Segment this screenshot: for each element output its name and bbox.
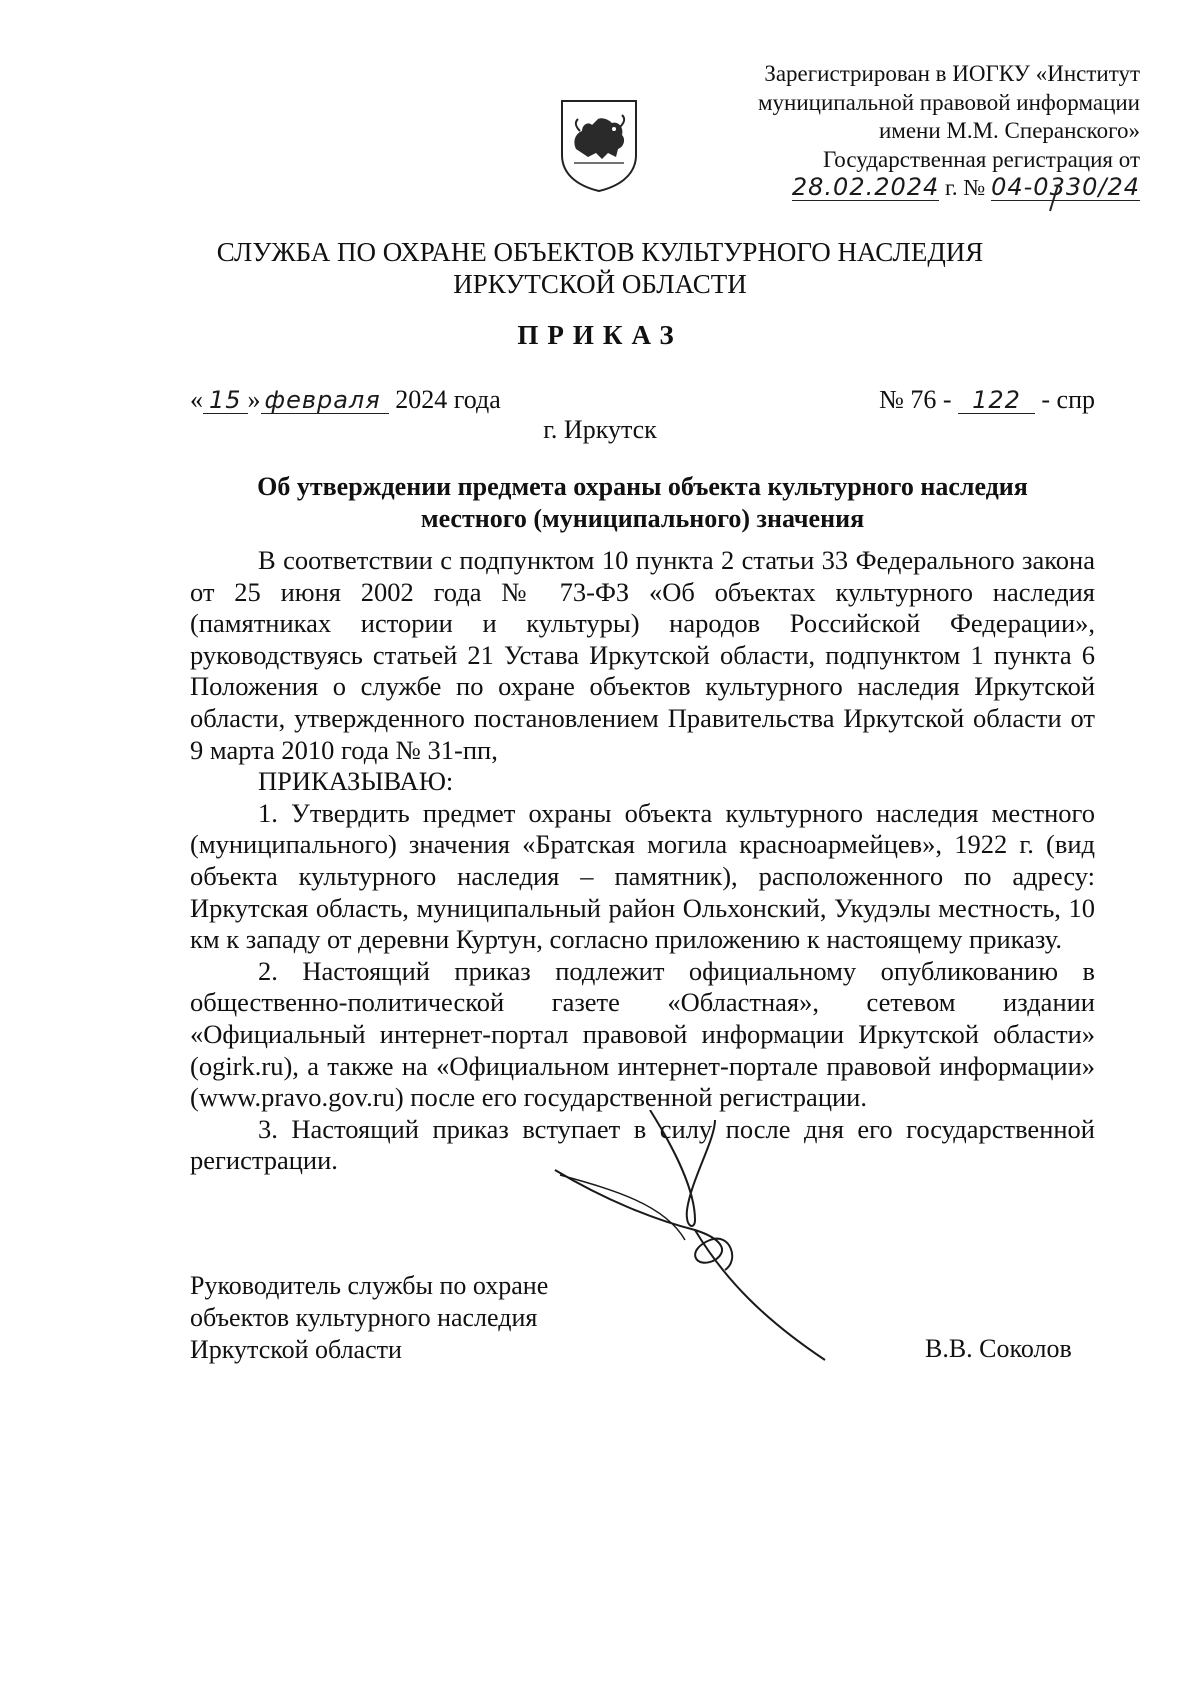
registration-line-1: Зарегистрирован в ИОГКУ «Институт	[764, 61, 1140, 86]
item-3-paragraph: 3. Настоящий приказ вступает в силу после дня его государственной регистрации.	[190, 1113, 1095, 1176]
subject-line-1: Об утверждении предмета охраны объекта культурного наследия	[257, 472, 1028, 501]
handwritten-signature	[545, 1110, 835, 1370]
date-month: февраля	[261, 387, 389, 414]
document-subject	[190, 471, 1095, 535]
document-body	[190, 545, 1095, 1177]
registration-number: 04-0330/24	[991, 173, 1140, 201]
registration-number-label: г. №	[945, 175, 986, 200]
order-number-prefix: № 76 -	[879, 385, 952, 414]
signatory-name: В.В. Соколов	[925, 1334, 1072, 1363]
registration-line-4: Государственная регистрация от	[823, 146, 1140, 172]
agency-line-2: ИРКУТСКОЙ ОБЛАСТИ	[453, 269, 747, 299]
order-number-value: 122	[958, 387, 1035, 414]
registration-slash-mark	[1044, 183, 1064, 213]
signatory-title-line-1: Руководитель службы по охране	[190, 1271, 549, 1300]
order-number	[879, 385, 1095, 415]
item-1-paragraph: 1. Утвердить предмет охраны объекта культурного наследия местного (муниципального) значения «Братская могила красноармейцев», 1922 г. (вид объекта культурного наследия – памятник), расположенного по адресу: Иркутская область, муниципальный район Ольхонский, Укудэлы местность, 10 км к западу от деревни Куртун, согласно приложению к настоящему приказу.	[190, 797, 1095, 955]
date-open-quote: «	[190, 385, 203, 414]
preamble-paragraph: В соответствии с подпунктом 10 пункта 2 статьи 33 Федерального закона от 25 июня 2002 года № 73-ФЗ «Об объектах культурного наследия (памятниках истории и культуры) народов Российской Федерации», руководствуясь статьей 21 Устава Иркутской области, подпунктом 1 пункта 6 Положения о службе по охране объектов культурного наследия Иркутской области, утвержденного постановлением Правительства Иркутской области от 9 марта 2010 года № 31-пп,	[190, 545, 1095, 765]
registration-line-2: муниципальной правовой информации	[757, 89, 1140, 115]
subject-line-2: местного (муниципального) значения	[420, 504, 865, 533]
date-year: 2024 года	[395, 385, 501, 414]
signatory-title-line-2: объектов культурного наследия	[190, 1303, 538, 1332]
agency-name	[0, 236, 1200, 300]
signatory-title	[190, 1270, 548, 1366]
registration-date-number-line	[740, 174, 1140, 203]
registration-date: 28.02.2024	[791, 173, 940, 201]
irkutsk-coat-of-arms-icon	[558, 97, 640, 193]
signatory-title-line-3: Иркутской области	[190, 1335, 402, 1364]
agency-line-1: СЛУЖБА ПО ОХРАНЕ ОБЪЕКТОВ КУЛЬТУРНОГО НАСЛЕДИЯ	[216, 237, 984, 267]
date-close-quote: »	[247, 385, 261, 414]
city: г. Иркутск	[543, 415, 657, 444]
date-day: 15	[203, 387, 248, 414]
registration-line-3: имени М.М. Сперанского»	[878, 118, 1140, 143]
registration-stamp	[740, 60, 1140, 203]
order-date	[190, 385, 501, 415]
order-number-suffix: - спр	[1041, 385, 1095, 414]
document-type-title: ПРИКАЗ	[517, 320, 683, 350]
item-2-paragraph: 2. Настоящий приказ подлежит официальному опубликованию в общественно-политической газете «Областная», сетевом издании «Официальный интернет-портал правовой информации Иркутской области» (ogirk.ru), а также на «Официальном интернет-портале правовой информации» (www.pravo.gov.ru) после его государственной регистрации.	[190, 955, 1095, 1113]
command-word: ПРИКАЗЫВАЮ:	[258, 766, 454, 797]
